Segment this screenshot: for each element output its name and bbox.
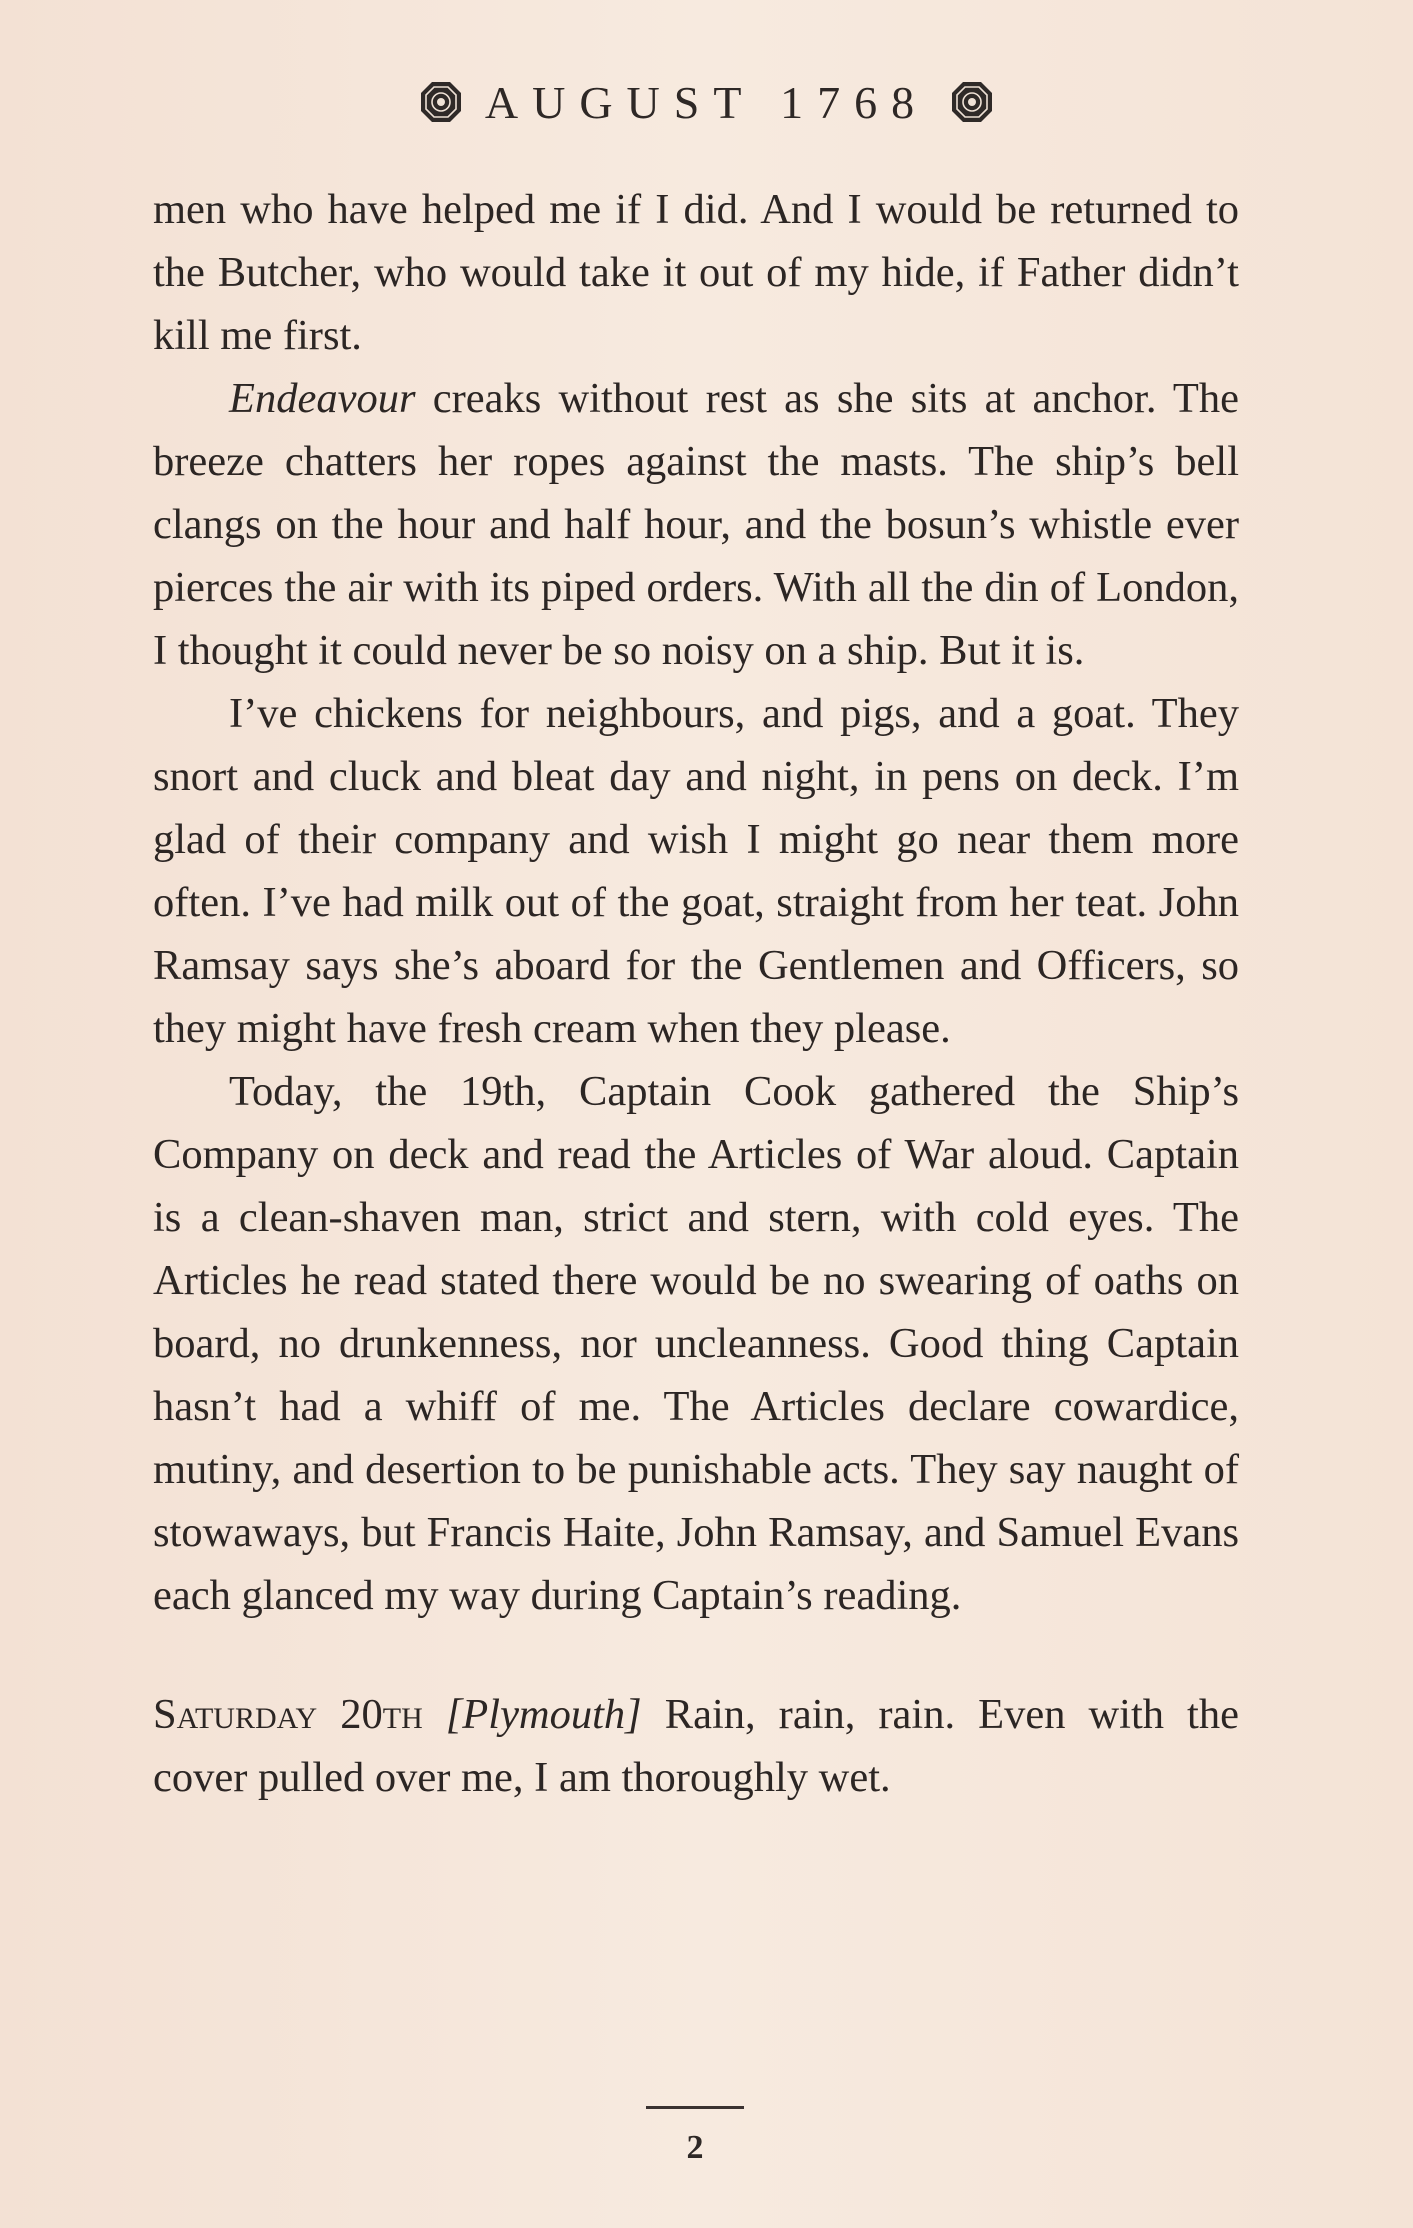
- diary-entry: [153, 1683, 1239, 1809]
- paragraph: men who have helped me if I did. And I would be returned to the Butcher, who would take it out of my hide, if Father didn’t kill me first.: [153, 186, 1239, 359]
- entry-location: [Plymouth]: [445, 1691, 642, 1738]
- header-title: AUGUST 1768: [484, 76, 929, 128]
- folio: [646, 2106, 744, 2167]
- paragraph: I’ve chickens for neighbours, and pigs, and a goat. They snort and cluck and bleat day and night, in pens on deck. I’m glad of their company and wish I might go near them more often. I’ve had milk out of the goat, straight from her teat. John Ramsay says she’s aboard for the Gentlemen and Officers, so they might have fresh cream when they please.: [153, 690, 1239, 1052]
- running-header: [0, 70, 1413, 134]
- body-text: [153, 178, 1239, 1809]
- entry-date: Saturday 20th: [153, 1691, 423, 1738]
- paragraph: [153, 367, 1239, 682]
- octagon-ornament-icon: [950, 80, 994, 124]
- paragraph: Today, the 19th, Captain Cook gathered the Ship’s Company on deck and read the Articles of War aloud. Captain is a clean-shaven man, strict and stern, with cold eyes. The Articles he read stated there would be no swearing of oaths on board, no drunkenness, nor uncleanness. Good thing Captain hasn’t had a whiff of me. The Articles declare cowardice, mutiny, and desertion to be punishable acts. They say naught of stowaways, but Francis Haite, John Ramsay, and Samuel Evans each glanced my way during Captain’s reading.: [153, 1068, 1239, 1619]
- entry-text: Rain, rain, rain. Even with the cover pulled over me, I am thoroughly wet.: [153, 1691, 1239, 1801]
- folio-rule: [646, 2106, 744, 2109]
- page-number: 2: [686, 2129, 704, 2166]
- octagon-ornament-icon: [419, 80, 463, 124]
- paragraph-text: creaks without rest as she sits at anchor. The breeze chatters her ropes against the masts. The ship’s bell clangs on the hour and half hour, and the bosun’s whistle ever pierces the air with its piped orders. With all the din of London, I thought it could never be so noisy on a ship. But it is.: [153, 375, 1239, 674]
- ship-name: Endeavour: [229, 375, 416, 422]
